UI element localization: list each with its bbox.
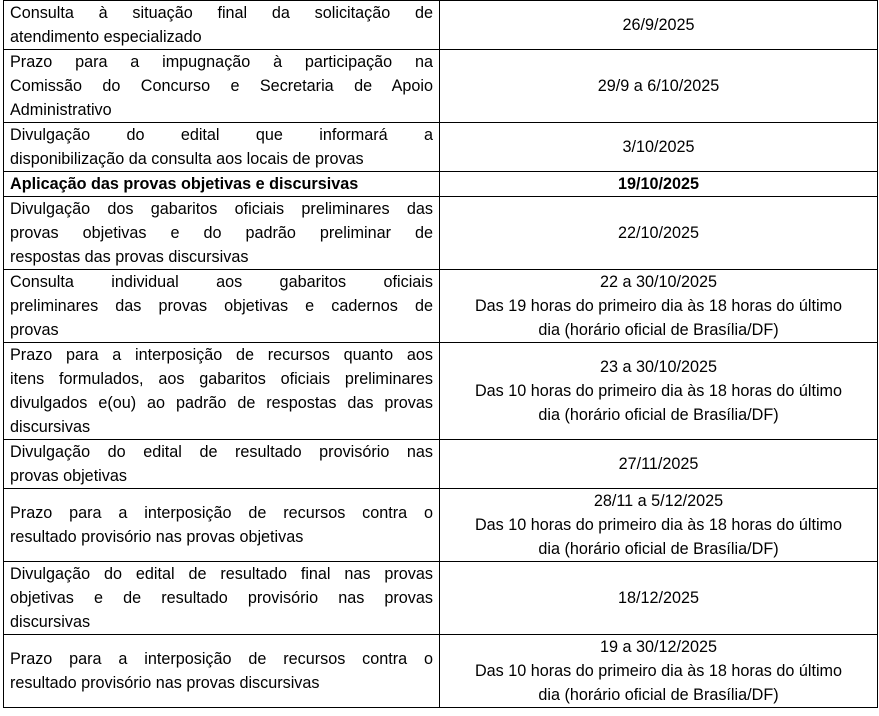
event-text-line: Divulgação do edital de resultado final nas provas (10, 565, 433, 583)
table-row (4, 343, 878, 440)
date-text-line: dia (horário oficial de Brasília/DF) (538, 540, 779, 558)
event-text-line: disponibilização da consulta aos locais de provas (10, 150, 364, 168)
event-cell (4, 197, 440, 270)
date-text-line: Das 10 horas do primeiro dia às 18 horas do último (474, 516, 843, 534)
date-text-line: 18/12/2025 (617, 589, 700, 607)
date-cell (440, 1, 878, 50)
event-text-line: atendimento especializado (10, 28, 202, 46)
event-cell (4, 123, 440, 172)
table-row (4, 270, 878, 343)
event-text-line: resultado provisório nas provas objetivas (10, 528, 304, 546)
event-text-line: respostas das provas discursivas (10, 248, 249, 266)
date-cell (440, 50, 878, 123)
date-text-line: 23 a 30/10/2025 (599, 358, 718, 376)
table-row (4, 172, 878, 197)
event-text-line: divulgados e(ou) ao padrão de respostas das provas (10, 394, 433, 412)
event-text-line: Prazo para a interposição de recursos quanto aos (10, 346, 433, 364)
date-cell (440, 489, 878, 562)
event-text-line: Comissão do Concurso e Secretaria de Apoio (10, 77, 433, 95)
event-text-line: Aplicação das provas objetivas e discursivas (10, 175, 359, 193)
event-text-line: itens formulados, aos gabaritos oficiais preliminares (10, 370, 433, 388)
event-text-line: provas (10, 321, 59, 339)
date-text-line: 28/11 a 5/12/2025 (593, 492, 724, 510)
event-text-line: Divulgação dos gabaritos oficiais preliminares das (10, 200, 433, 218)
event-text-line: preliminares das provas objetivas e cadernos de (10, 297, 433, 315)
event-text-line: resultado provisório nas provas discursivas (10, 674, 320, 692)
event-cell (4, 270, 440, 343)
event-text-line: Divulgação do edital que informará a (10, 126, 433, 144)
date-cell (440, 270, 878, 343)
date-text-line: dia (horário oficial de Brasília/DF) (538, 321, 779, 339)
table-row (4, 50, 878, 123)
event-text-line: Prazo para a interposição de recursos contra o (10, 650, 433, 668)
table-row (4, 123, 878, 172)
table-row (4, 440, 878, 489)
date-text-line: dia (horário oficial de Brasília/DF) (538, 406, 779, 424)
table-row (4, 635, 878, 708)
date-text-line: 27/11/2025 (618, 455, 699, 473)
date-cell (440, 440, 878, 489)
table-row (4, 489, 878, 562)
date-text-line: 26/9/2025 (622, 16, 695, 34)
date-cell (440, 123, 878, 172)
event-text-line: Divulgação do edital de resultado provisório nas (10, 443, 433, 461)
event-text-line: discursivas (10, 418, 91, 436)
date-text-line: 19 a 30/12/2025 (599, 638, 718, 656)
date-text-line: 29/9 a 6/10/2025 (597, 77, 720, 95)
date-cell (440, 197, 878, 270)
event-cell (4, 1, 440, 50)
event-cell (4, 172, 440, 197)
event-text-line: Prazo para a impugnação à participação na (10, 53, 433, 71)
event-text-line: Prazo para a interposição de recursos contra o (10, 504, 433, 522)
table-row (4, 197, 878, 270)
table-row (4, 1, 878, 50)
event-text-line: Administrativo (10, 101, 112, 119)
date-cell (440, 343, 878, 440)
table-row (4, 562, 878, 635)
date-text-line: 22/10/2025 (617, 224, 700, 242)
date-text-line: dia (horário oficial de Brasília/DF) (538, 686, 779, 704)
event-text-line: discursivas (10, 613, 91, 631)
schedule-table (3, 0, 878, 708)
event-cell (4, 562, 440, 635)
event-cell (4, 489, 440, 562)
event-text-line: provas objetivas (10, 467, 127, 485)
date-cell (440, 562, 878, 635)
date-cell (440, 172, 878, 197)
event-cell (4, 440, 440, 489)
date-text-line: 22 a 30/10/2025 (599, 273, 718, 291)
date-text-line: Das 19 horas do primeiro dia às 18 horas do último (474, 297, 843, 315)
event-text-line: objetivas e de resultado provisório nas provas (10, 589, 433, 607)
date-text-line: Das 10 horas do primeiro dia às 18 horas do último (474, 382, 843, 400)
date-text-line: Das 10 horas do primeiro dia às 18 horas do último (474, 662, 843, 680)
event-cell (4, 50, 440, 123)
schedule-table-body (4, 1, 878, 708)
event-cell (4, 635, 440, 708)
date-text-line: 19/10/2025 (617, 175, 700, 193)
event-text-line: Consulta à situação final da solicitação de (10, 4, 433, 22)
event-cell (4, 343, 440, 440)
date-text-line: 3/10/2025 (622, 138, 695, 156)
date-cell (440, 635, 878, 708)
event-text-line: Consulta individual aos gabaritos oficiais (10, 273, 433, 291)
event-text-line: provas objetivas e do padrão preliminar de (10, 224, 433, 242)
